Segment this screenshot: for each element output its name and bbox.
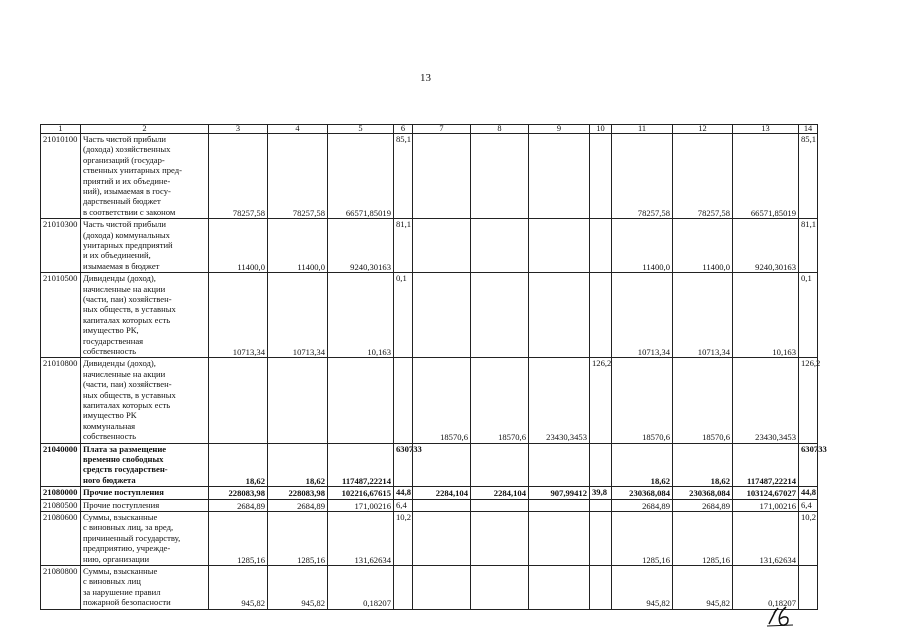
amount-cell (413, 565, 471, 609)
amount-cell: 78257,58 (209, 134, 268, 219)
item-name-line: имущество РК, (83, 325, 139, 336)
amount-cell: 945,82 (209, 565, 268, 609)
item-name (81, 219, 209, 273)
header-cell: 10 (590, 125, 612, 134)
table-row (41, 134, 818, 219)
amount-cell: 2684,89 (673, 499, 733, 511)
amount-cell (471, 511, 529, 565)
page-number: 13 (420, 72, 431, 84)
amount-cell (529, 499, 590, 511)
item-name-line: (части, паи) хозяйствен- (83, 379, 172, 390)
percent-cell: 44,8 (799, 487, 818, 499)
item-name-line: начисленные на акции (83, 368, 166, 379)
item-name (81, 134, 209, 219)
item-name-line: в соответствии с законом (83, 206, 176, 217)
header-cell: 12 (673, 125, 733, 134)
header-cell: 7 (413, 125, 471, 134)
amount-cell: 1285,16 (612, 511, 673, 565)
header-cell: 2 (81, 125, 209, 134)
amount-cell: 23430,3453 (733, 358, 799, 443)
item-name-line: организаций (государ- (83, 154, 165, 165)
item-name (81, 511, 209, 565)
percent-cell: 39,8 (590, 487, 612, 499)
amount-cell: 2684,89 (268, 499, 328, 511)
amount-cell: 18570,6 (471, 358, 529, 443)
item-name-line: (дохода) хозяйственных (83, 144, 171, 155)
percent-cell: 6,4 (799, 499, 818, 511)
header-cell: 13 (733, 125, 799, 134)
amount-cell: 11400,0 (612, 219, 673, 273)
percent-cell (590, 134, 612, 219)
amount-cell (529, 511, 590, 565)
percent-cell (590, 273, 612, 358)
budget-table (40, 124, 827, 610)
header-cell: 1 (41, 125, 81, 134)
percent-cell (590, 565, 612, 609)
amount-cell (471, 273, 529, 358)
amount-cell (413, 219, 471, 273)
amount-cell (413, 134, 471, 219)
amount-cell: 102216,67615 (328, 487, 394, 499)
amount-cell: 117487,22214 (733, 443, 799, 487)
header-cell: 4 (268, 125, 328, 134)
item-name-line: ных обществ, в уставных (83, 389, 176, 400)
header-cell: 6 (394, 125, 413, 134)
amount-cell: 131,62634 (733, 511, 799, 565)
item-name-line: приятий и их объедине- (83, 175, 171, 186)
item-name (81, 358, 209, 443)
item-name-line: ных обществ, в уставных (83, 304, 176, 315)
percent-cell: 630733 (799, 443, 818, 487)
percent-cell: 85,1 (799, 134, 818, 219)
item-name (81, 565, 209, 609)
item-name (81, 499, 209, 511)
amount-cell: 18570,6 (673, 358, 733, 443)
amount-cell: 945,82 (673, 565, 733, 609)
amount-cell: 18,62 (673, 443, 733, 487)
amount-cell: 0,18207 (733, 565, 799, 609)
amount-cell: 1285,16 (209, 511, 268, 565)
amount-cell (413, 511, 471, 565)
budget-code: 21080500 (41, 499, 81, 511)
amount-cell: 117487,22214 (328, 443, 394, 487)
amount-cell (529, 134, 590, 219)
item-name-line: и их объединений, (83, 250, 151, 261)
amount-cell: 228083,98 (209, 487, 268, 499)
percent-cell: 126,2 (590, 358, 612, 443)
item-name-line: Прочие поступления (83, 487, 164, 498)
item-name-line: имущество РК (83, 410, 137, 421)
amount-cell: 907,99412 (529, 487, 590, 499)
amount-cell: 78257,58 (268, 134, 328, 219)
percent-cell: 0,1 (799, 273, 818, 358)
item-name-line: Дивиденды (доход), (83, 358, 156, 369)
percent-cell: 85,1 (394, 134, 413, 219)
item-name-line: ственных унитарных пред- (83, 165, 182, 176)
amount-cell: 171,00216 (733, 499, 799, 511)
item-name-line: с виновных лиц, за вред, (83, 522, 174, 533)
header-cell: 9 (529, 125, 590, 134)
amount-cell: 1285,16 (268, 511, 328, 565)
percent-cell: 81,1 (394, 219, 413, 273)
amount-cell: 230368,084 (612, 487, 673, 499)
amount-cell: 10,163 (328, 273, 394, 358)
table-row (41, 487, 818, 499)
item-name-line: капиталах которых есть (83, 400, 171, 410)
percent-cell: 10,2 (394, 511, 413, 565)
percent-cell: 6,4 (394, 499, 413, 511)
item-name-line: временно свободных (83, 453, 164, 464)
budget-code: 21080000 (41, 487, 81, 499)
amount-cell: 171,00216 (328, 499, 394, 511)
item-name-line: Дивиденды (доход), (83, 273, 156, 284)
table-header-row (41, 125, 818, 134)
amount-cell: 9240,30163 (328, 219, 394, 273)
item-name-line: Часть чистой прибыли (83, 219, 166, 230)
item-name-line: Суммы, взысканные (83, 565, 158, 576)
amount-cell: 2284,104 (471, 487, 529, 499)
amount-cell (529, 273, 590, 358)
item-name-line: Часть чистой прибыли (83, 134, 166, 144)
percent-cell (590, 511, 612, 565)
amount-cell: 228083,98 (268, 487, 328, 499)
item-name-line: (дохода) коммунальных (83, 229, 170, 240)
amount-cell (471, 565, 529, 609)
budget-code: 21010300 (41, 219, 81, 273)
item-name (81, 273, 209, 358)
header-cell: 3 (209, 125, 268, 134)
amount-cell (529, 443, 590, 487)
amount-cell: 18570,6 (413, 358, 471, 443)
item-name-line: коммунальная (83, 420, 136, 431)
amount-cell: 18,62 (612, 443, 673, 487)
budget-code: 21040000 (41, 443, 81, 487)
amount-cell: 1285,16 (673, 511, 733, 565)
amount-cell: 0,18207 (328, 565, 394, 609)
table-row (41, 219, 818, 273)
amount-cell (529, 219, 590, 273)
item-name (81, 487, 209, 499)
amount-cell: 78257,58 (612, 134, 673, 219)
item-name-line: дарственный бюджет (83, 196, 161, 207)
item-name-line: причиненный государству, (83, 532, 181, 543)
item-name-line: ного бюджета (83, 474, 136, 485)
item-name-line: государственная (83, 335, 144, 346)
item-name-line: средств государствен- (83, 464, 168, 475)
amount-cell (268, 358, 328, 443)
amount-cell: 11400,0 (209, 219, 268, 273)
header-cell: 5 (328, 125, 394, 134)
amount-cell (209, 358, 268, 443)
table-row (41, 511, 818, 565)
table-row (41, 565, 818, 609)
percent-cell: 81,1 (799, 219, 818, 273)
amount-cell: 18,62 (209, 443, 268, 487)
item-name-line: предприятию, учрежде- (83, 543, 171, 554)
item-name-line: собственность (83, 431, 137, 442)
item-name-line: капиталах которых есть (83, 314, 171, 325)
percent-cell (590, 443, 612, 487)
percent-cell (590, 219, 612, 273)
amount-cell: 131,62634 (328, 511, 394, 565)
item-name-line: Суммы, взысканные (83, 511, 158, 522)
amount-cell: 10713,34 (209, 273, 268, 358)
item-name-line: унитарных предприятий (83, 240, 173, 250)
amount-cell: 945,82 (268, 565, 328, 609)
budget-code: 21010100 (41, 134, 81, 219)
budget-code: 21010500 (41, 273, 81, 358)
item-name-line: пожарной безопасности (83, 597, 171, 608)
table-row (41, 499, 818, 511)
amount-cell: 10713,34 (612, 273, 673, 358)
percent-cell (394, 358, 413, 443)
amount-cell: 66571,85019 (733, 134, 799, 219)
item-name-line: (части, паи) хозяйствен- (83, 294, 172, 304)
amount-cell: 9240,30163 (733, 219, 799, 273)
amount-cell (413, 499, 471, 511)
handwritten-page-mark (766, 604, 794, 628)
header-cell: 11 (612, 125, 673, 134)
amount-cell: 2684,89 (209, 499, 268, 511)
amount-cell (471, 134, 529, 219)
amount-cell (413, 273, 471, 358)
amount-cell: 18,62 (268, 443, 328, 487)
item-name-line: Плата за размещение (83, 443, 167, 454)
table-row (41, 358, 818, 443)
item-name-line: за нарушение правил (83, 586, 161, 597)
amount-cell: 10,163 (733, 273, 799, 358)
amount-cell: 18570,6 (612, 358, 673, 443)
amount-cell: 11400,0 (268, 219, 328, 273)
item-name-line: Прочие поступления (83, 499, 160, 510)
percent-cell: 10,2 (799, 511, 818, 565)
budget-code: 21080600 (41, 511, 81, 565)
amount-cell: 2284,104 (413, 487, 471, 499)
amount-cell (471, 443, 529, 487)
item-name-line: изымаемая в бюджет (83, 260, 160, 271)
table-row (41, 273, 818, 358)
percent-cell: 44,8 (394, 487, 413, 499)
percent-cell (394, 565, 413, 609)
percent-cell: 0,1 (394, 273, 413, 358)
item-name (81, 443, 209, 487)
amount-cell: 230368,084 (673, 487, 733, 499)
percent-cell (799, 565, 818, 609)
amount-cell (471, 499, 529, 511)
percent-cell: 630733 (394, 443, 413, 487)
amount-cell: 10713,34 (673, 273, 733, 358)
amount-cell: 945,82 (612, 565, 673, 609)
budget-code: 21080800 (41, 565, 81, 609)
amount-cell: 66571,85019 (328, 134, 394, 219)
amount-cell: 78257,58 (673, 134, 733, 219)
header-cell: 8 (471, 125, 529, 134)
table-row (41, 443, 818, 487)
amount-cell: 11400,0 (673, 219, 733, 273)
amount-cell: 103124,67027 (733, 487, 799, 499)
item-name-line: собственность (83, 346, 137, 357)
amount-cell (471, 219, 529, 273)
amount-cell (529, 565, 590, 609)
item-name-line: начисленные на акции (83, 283, 166, 294)
amount-cell (328, 358, 394, 443)
percent-cell (590, 499, 612, 511)
item-name-line: с виновных лиц (83, 576, 141, 587)
item-name-line: нию, организации (83, 553, 150, 564)
amount-cell: 23430,3453 (529, 358, 590, 443)
amount-cell: 2684,89 (612, 499, 673, 511)
header-cell: 14 (799, 125, 818, 134)
budget-code: 21010800 (41, 358, 81, 443)
item-name-line: ний), изымаемая в госу- (83, 186, 171, 197)
amount-cell: 10713,34 (268, 273, 328, 358)
percent-cell: 126,2 (799, 358, 818, 443)
